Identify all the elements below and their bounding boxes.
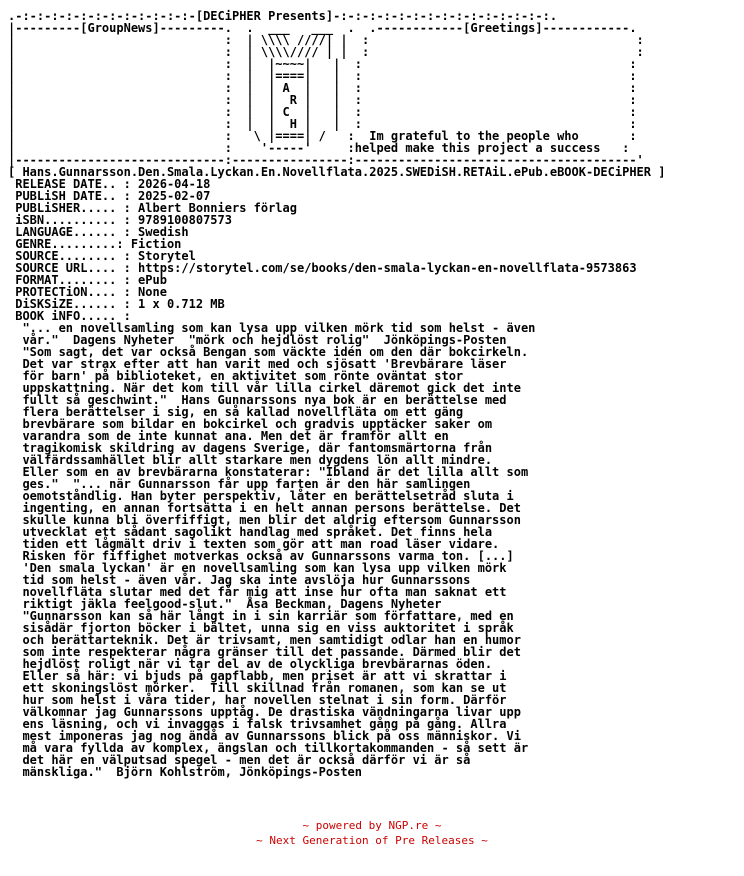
book-info-line: tiden ett lågmält driv i texten som gör att man road läser vidare. — [8, 537, 500, 551]
info-line: PROTECTiON.... : None — [8, 285, 167, 299]
banner-row: | : | \\\\ ////| | : : — [8, 33, 644, 47]
info-line: PUBLiSH DATE.. : 2025-02-07 — [8, 189, 211, 203]
book-info-line: brevbärare som bildar en bokcirkel och gradvis upptäcker saker om — [8, 417, 493, 431]
book-info-line: tid som helst - även vår. Jag ska inte avslöja hur Gunnarssons — [8, 573, 471, 587]
info-line: SOURCE URL.... : https://storytel.com/se/books/den-smala-lyckan-en-novellflata-9573863 — [8, 261, 637, 275]
book-info-line: sisådär fjorton böcker i bältet, unna sig en viss auktoritet i språk — [8, 621, 514, 635]
book-info-line: må vara fyllda av komplex, ängslan och tillkortakommanden - så sett är — [8, 741, 529, 755]
banner-row: | : | | H | | : : — [8, 117, 637, 131]
book-info-line: välkomnar jag Gunnarssons upptåg. De drastiska vändningarna livar upp — [8, 705, 521, 719]
book-info-line: hur som helst i våra tider, har novellen stelnat i sin form. Därför — [8, 693, 507, 707]
info-line: RELEASE DATE.. : 2026-04-18 — [8, 177, 211, 191]
book-info-line: "Gunnarsson kan så här långt in i sin karriär som författare, med en — [8, 609, 514, 623]
banner-row: | : '-----' :helped make this project a success : — [8, 141, 630, 155]
book-info-line: "... en novellsamling som kan lysa upp vilken mörk tid som helst - även — [8, 321, 536, 335]
banner-row: | : | | C | | : : — [8, 105, 637, 119]
book-info-line: flera berättelser i sig, en så kallad novellfläta om ett gäng — [8, 405, 464, 419]
book-info-line: Det var strax efter att han varit med och sjösatt 'Brevbärare läser — [8, 357, 507, 371]
book-info-line: och berättarteknik. Det är trivsamt, men samtidigt odlar han en humor — [8, 633, 521, 647]
book-info-line: hejdlöst roligt när vi tar del av de olyckliga brevbärarnas öden. — [8, 657, 493, 671]
book-info-line: välfärdssamhället blir allt starkare men dygdens lön allt mindre. — [8, 453, 493, 467]
book-info-line: ett skoningslöst mörker. Till skillnad från romanen, som kan se ut — [8, 681, 507, 695]
book-info-line: det här en välputsad spegel - men det är också därför vi är så — [8, 753, 471, 767]
book-info-line: utvecklat ett sådant sagolikt handlag med språket. Det finns hela — [8, 525, 493, 539]
banner-row: | : | | A | | : : — [8, 81, 637, 95]
footer-tagline: ~ Next Generation of Pre Releases ~ — [256, 834, 488, 847]
book-info-line: "Som sagt, det var också Bengan som väckte idén om den där bokcirkeln. — [8, 345, 529, 359]
info-line: DiSKSiZE...... : 1 x 0.712 MB — [8, 297, 225, 311]
book-info-line: skulle kunna bli överfiffigt, men blir det aldrig eftersom Gunnarsson — [8, 513, 521, 527]
book-info-line: vår." Dagens Nyheter "mörk och hejdlöst rolig" Jönköpings-Posten — [8, 333, 507, 347]
nfo-document — [8, 10, 665, 778]
info-line: FORMAT........ : ePub — [8, 273, 167, 287]
book-info-line: varandra som de inte kunnat ana. Men det är framför allt en — [8, 429, 449, 443]
banner-row: | : | | R | | : : — [8, 93, 637, 107]
book-info-line: ens läsning, och vi invaggas i falsk trivsamhet gång på gång. Allra — [8, 717, 507, 731]
banner-row: | : \ |====| / : Im grateful to the people who : — [8, 129, 637, 143]
banner-row: | : | |~~~~| | : : — [8, 57, 637, 71]
info-line: GENRE.........: Fiction — [8, 237, 182, 251]
banner-row: |---------[GroupNews]---------. . ___ ___ . .------------[Greetings]------------. — [8, 21, 637, 35]
info-line: iSBN.......... : 9789100807573 — [8, 213, 232, 227]
book-info-line: fullt så geschwint." Hans Gunnarssons nya bok är en berättelse med — [8, 393, 507, 407]
book-info-line: Eller så här: vi bjuds på gapflabb, men priset är att vi skrattar i — [8, 669, 507, 683]
banner-bottom: |-----------------------------:----------------:---------------------------------------' — [8, 153, 644, 167]
book-info-line: 'Den smala lyckan' är en novellsamling som kan lysa upp vilken mörk — [8, 561, 507, 575]
book-info-line: ges." "... när Gunnarsson får upp farten är den här samlingen — [8, 477, 471, 491]
book-info-line: mest imponeras jag nog ändå av Gunnarssons blick på oss människor. Vi — [8, 729, 521, 743]
info-line: LANGUAGE...... : Swedish — [8, 225, 189, 239]
book-info-line: uppskattning. När det kom till vår lilla cirkel däremot gick det inte — [8, 381, 521, 395]
book-info-line: Risken för fiffighet motverkas också av Gunnarssons varma ton. [...] — [8, 549, 514, 563]
book-info-line: riktigt jäkla feelgood-slut." Åsa Beckman, Dagens Nyheter — [8, 597, 442, 611]
info-line: BOOK iNFO..... : — [8, 309, 131, 323]
info-line: PUBLiSHER..... : Albert Bonniers förlag — [8, 201, 297, 215]
footer-powered-by: ~ powered by NGP.re ~ — [302, 819, 442, 832]
footer — [0, 818, 744, 848]
book-info-line: för barn' på biblioteket, en aktivitet som rönte oväntat stor — [8, 369, 464, 383]
release-name: [ Hans.Gunnarsson.Den.Smala.Lyckan.En.Novellflata.2025.SWEDiSH.RETAiL.ePub.eBOOK-DECiPHER ] — [8, 165, 666, 179]
book-info-line: som inte respekterar några gränser till det passande. Därmed blir det — [8, 645, 521, 659]
banner-top: .-:-:-:-:-:-:-:-:-:-:-:-:-[DECiPHER Presents]-:-:-:-:-:-:-:-:-:-:-:-:-:-:-:. — [8, 9, 558, 23]
book-info-line: tragikomisk skildring av dagens Sverige, där fantomsmärtorna från — [8, 441, 493, 455]
book-info-line: novellfläta slutar med det får mig att inse hur ofta man saknat ett — [8, 585, 507, 599]
book-info-line: ingenting, en annan fortsätta i en helt annan persons berättelse. Det — [8, 501, 521, 515]
book-info-line: mänskliga." Björn Kohlström, Jönköpings-Posten — [8, 765, 363, 779]
banner-row: | : | \\\\//// | | : : — [8, 45, 644, 59]
banner-row: | : | |====| | : : — [8, 69, 637, 83]
info-line: SOURCE........ : Storytel — [8, 249, 196, 263]
book-info-line: oemotståndlig. Han byter perspektiv, låter en berättelsetråd sluta i — [8, 489, 514, 503]
book-info-line: Eller som en av brevbärarna konstaterar: "Ibland är det lilla allt som — [8, 465, 529, 479]
